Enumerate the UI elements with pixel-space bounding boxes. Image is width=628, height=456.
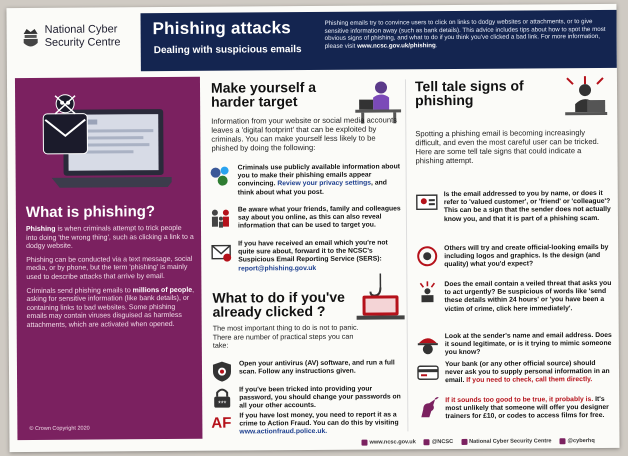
tell-tale-sign xyxy=(416,279,616,313)
tell-tale-text-5 xyxy=(445,360,613,386)
footer-instagram-text: @cyberhq xyxy=(567,438,595,445)
footer-linkedin-text: National Cyber Security Centre xyxy=(469,438,552,445)
tell-tale-text-5-a: Your bank (or any other official source) should never ask you to supply personal information in an email. xyxy=(444,360,610,385)
footer-twitter[interactable] xyxy=(424,439,453,445)
tell-tale-sign xyxy=(417,395,617,421)
family-icon xyxy=(210,207,232,229)
already-clicked-text-2 xyxy=(239,385,404,411)
what-is-phishing-panel xyxy=(15,77,203,440)
tell-tale-text-2 xyxy=(444,244,612,270)
antivirus-shield-icon xyxy=(211,361,233,383)
tell-tale-signs-intro: Spotting a phishing email is becoming increasingly difficult, and even the most careful user can be tricked. Here are some tell tale signs that could indicate a phishing attempt. xyxy=(415,128,599,166)
what-is-phishing-body xyxy=(26,225,195,336)
tell-tale-sign xyxy=(416,189,616,223)
tell-tale-text-4-a: Look at the sender's name and email address. Does it sound legitimate, or is it trying to mimic someone you know? xyxy=(444,331,612,357)
tell-tale-text-2-a: Others will try and create official-looking emails by including logos and graphics. Is the design (and quality) what you'd expect? xyxy=(444,243,609,269)
report-email-link[interactable]: report@phishing.gov.uk xyxy=(238,264,317,273)
web-icon xyxy=(361,440,367,446)
harder-target-item xyxy=(210,163,406,197)
already-clicked-step xyxy=(211,385,407,410)
harder-target-text-2 xyxy=(238,205,403,231)
action-fraud-link[interactable]: www.actionfraud.police.uk. xyxy=(239,428,328,436)
action-fraud-logo: AF xyxy=(211,414,232,432)
already-clicked-text-1 xyxy=(239,359,404,377)
header-intro-end: . xyxy=(435,41,438,49)
harder-target-text-3-a: If you have received an email which you're not quite sure about, forward it to the NCSC's Suspicious Email Reporting Service (SERS): xyxy=(238,239,388,264)
header-intro xyxy=(325,18,609,50)
urgent-threat-icon xyxy=(416,281,438,303)
tell-tale-text-6 xyxy=(445,396,613,422)
tell-tale-sign xyxy=(416,243,616,269)
already-clicked-step xyxy=(211,411,407,436)
tell-tale-text-1 xyxy=(444,190,612,224)
official-logo-icon xyxy=(416,245,438,267)
report-email-icon xyxy=(210,241,232,263)
tell-tale-text-6-b: It's most unlikely that someone will offer you designer trainers for £10, or codes to access films for free. xyxy=(445,395,609,421)
poster xyxy=(6,4,619,452)
tell-tale-text-3-a: Does the email contain a veiled threat that asks you to act urgently? Be suspicious of words like 'send these details within 24 hours' or 'you have been a victim of crime, click here immediately'. xyxy=(444,279,612,313)
tell-tale-text-3 xyxy=(444,280,612,314)
twitter-icon xyxy=(424,439,430,445)
header-intro-text: Phishing emails try to convince users to click on links to dodgy websites or attachments, or to give sensitive information away (such as bank details). This advice includes tips about how to spot the most obvious signs of phishing, and what to do if you think you've clicked a bad link. For more information, please visit xyxy=(324,18,606,50)
what-para-3-b: , asking for sensitive information (like bank details), or containing links to bad websites. Some phishing emails may contain viruses disguised as harmless attachments, which are activated when opened. xyxy=(26,286,195,329)
what-para-3 xyxy=(26,286,194,330)
footer-linkedin[interactable] xyxy=(461,438,551,445)
what-para-3-bold: millions of people xyxy=(132,286,193,294)
what-para-1-text: is when criminals attempt to trick people into doing 'the wrong thing', such as clicking a link to a dodgy website. xyxy=(26,224,194,251)
footer-website-text: www.ncsc.gov.uk xyxy=(369,439,416,446)
laptop-phishing-icon xyxy=(41,91,172,202)
already-clicked-text-1-a: Open your antivirus (AV) software, and run a full scan. Follow any instructions given. xyxy=(238,359,395,376)
tell-tale-text-6-red: If it sounds too good to be true, it probably is. xyxy=(445,396,594,405)
header-intro-link[interactable]: www.ncsc.gov.uk/phishing xyxy=(357,41,436,50)
addressed-email-icon xyxy=(416,191,438,213)
instagram-icon xyxy=(560,438,566,444)
footer-instagram[interactable] xyxy=(560,438,595,444)
tell-tale-text-4 xyxy=(445,332,613,358)
what-is-phishing-title: What is phishing? xyxy=(25,203,156,222)
header-banner xyxy=(140,10,616,71)
harder-target-text-2-a: Be aware what your friends, family and colleagues say about you online, as this can also reveal information that can be used to target you. xyxy=(237,205,401,230)
org-name: National Cyber Security Centre xyxy=(44,23,121,49)
laptop-hook-icon xyxy=(354,273,406,321)
harder-target-text-1 xyxy=(238,163,403,197)
svg-text:***: *** xyxy=(218,400,227,408)
tell-tale-text-5-red: If you need to check, call them directly. xyxy=(466,376,593,385)
social-media-icon xyxy=(210,165,232,187)
what-para-1 xyxy=(26,225,194,252)
tell-tale-text-1-a: Is the email addressed to you by name, or does it refer to 'valued customer', or 'friend' or 'colleague'? This can be a sign that the sender does not actually know you, and that it is part of a phishing scam. xyxy=(443,189,611,223)
harder-target-text-3 xyxy=(238,239,403,273)
harder-target-text-1-c: , and think about what you post. xyxy=(237,179,387,197)
crown-crest-icon xyxy=(21,26,41,50)
harder-target-item xyxy=(210,205,406,230)
footer xyxy=(361,438,611,446)
harder-target-title: Make yourself a harder target xyxy=(210,78,317,110)
ncsc-logo xyxy=(21,21,141,58)
password-icon xyxy=(211,387,233,409)
harder-target-item xyxy=(210,239,406,273)
already-clicked-text-3-a: If you have lost money, you need to report it as a crime to Action Fraud. You can do this by visiting xyxy=(239,411,399,428)
already-clicked-text-3 xyxy=(239,411,404,437)
page-subtitle: Dealing with suspicious emails xyxy=(153,44,302,57)
unicorn-icon xyxy=(417,397,439,419)
bank-card-icon xyxy=(417,361,439,383)
footer-twitter-text: @NCSC xyxy=(431,439,454,446)
linkedin-icon xyxy=(461,439,467,445)
already-clicked-text-2-a: If you've been tricked into providing your password, you should change your passwords on all your other accounts. xyxy=(239,385,401,410)
privacy-settings-link[interactable]: Review your privacy settings xyxy=(277,180,372,188)
tell-tale-signs-panel xyxy=(411,76,618,437)
what-para-3-a: Criminals send phishing emails to xyxy=(26,286,133,295)
footer-website[interactable] xyxy=(361,439,415,445)
already-clicked-step xyxy=(211,359,407,376)
harder-target-text-1-a: Criminals use publicly available information about you to make their phishing emails appear convincing. xyxy=(237,163,401,188)
tell-tale-signs-title: Tell tale signs of phishing xyxy=(414,77,524,109)
harder-target-panel xyxy=(205,77,408,438)
tell-tale-sign xyxy=(417,331,617,357)
stressed-user-icon xyxy=(561,76,609,120)
harder-target-intro: Information from your website or social media accounts leaves a 'digital footprint' that can be exploited by criminals. You can make yourself less likely to be phished by doing the following: xyxy=(211,115,397,153)
impersonation-icon xyxy=(417,333,439,355)
already-clicked-intro: The most important thing to do is not to panic. There are number of practical steps you can take: xyxy=(212,322,359,350)
what-para-2: Phishing can be conducted via a text message, social media, or by phone, but the term 'phishing' is mainly used to describe attacks that arrive by email. xyxy=(26,255,193,281)
already-clicked-title: What to do if you've already clicked ? xyxy=(212,288,345,320)
page-title: Phishing attacks xyxy=(152,18,291,39)
what-para-1-bold: Phishing xyxy=(25,225,56,234)
tell-tale-sign xyxy=(417,360,617,385)
copyright: © Crown Copyright 2020 xyxy=(29,425,90,432)
